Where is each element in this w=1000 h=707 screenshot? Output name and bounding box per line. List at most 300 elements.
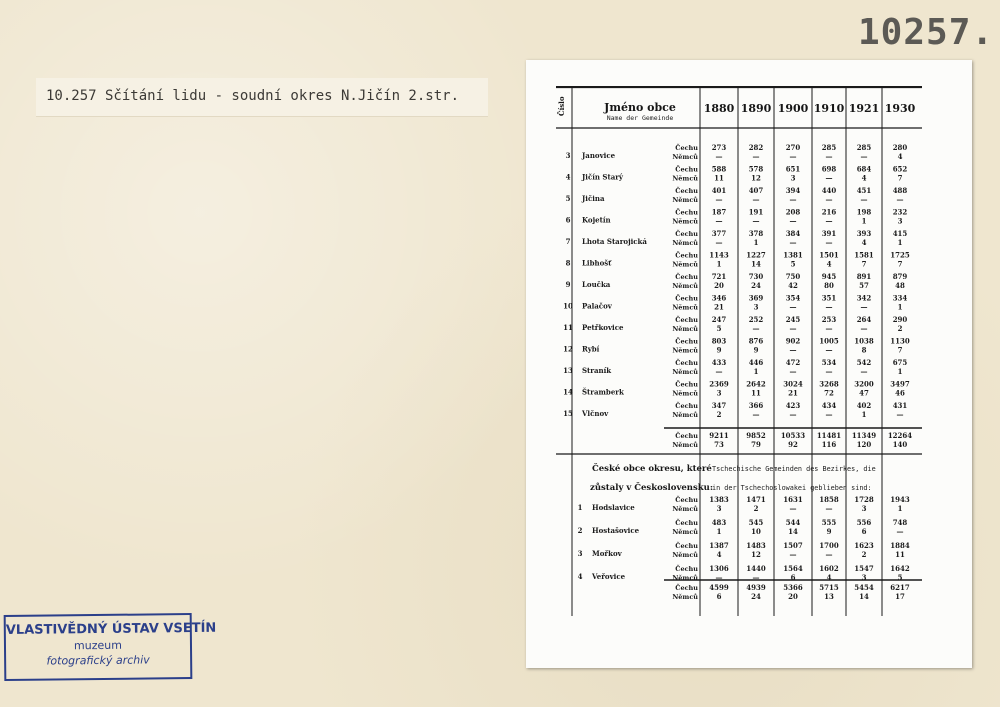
- count-czech: 1130: [890, 336, 910, 346]
- label-czech: Čechu: [675, 144, 698, 152]
- count-german: —: [860, 195, 868, 204]
- count-czech: 434: [821, 401, 837, 410]
- count-german: 1: [897, 367, 903, 376]
- count-czech: 393: [856, 229, 872, 238]
- row-number: 12: [563, 344, 573, 354]
- count-german: 13: [824, 592, 834, 601]
- village-name: Mořkov: [592, 549, 622, 558]
- count-czech: 369: [748, 293, 764, 303]
- count-german: 21: [788, 388, 798, 398]
- count-czech: 1700: [819, 541, 839, 550]
- label-czech: Čechu: [675, 496, 698, 504]
- count-czech: 3497: [890, 379, 910, 389]
- count-czech: 1547: [854, 564, 874, 573]
- village-name: Hodslavice: [592, 503, 635, 512]
- count-german: 11: [714, 173, 724, 183]
- label-german: Němců: [672, 574, 698, 582]
- count-czech: 588: [711, 164, 727, 174]
- count-czech: 472: [785, 358, 801, 367]
- count-german: 2: [753, 504, 759, 513]
- count-german: —: [825, 173, 833, 183]
- count-czech: 391: [821, 229, 837, 238]
- count-german: 4: [826, 573, 832, 582]
- count-german: —: [825, 550, 833, 559]
- year-header: 1880: [703, 102, 735, 115]
- label-german: Němců: [672, 153, 698, 161]
- count-czech: 402: [856, 401, 872, 410]
- count-german: —: [789, 216, 797, 226]
- count-czech: 6217: [890, 583, 910, 592]
- count-german: —: [789, 195, 797, 204]
- count-german: 2: [861, 550, 867, 559]
- count-czech: 1005: [819, 336, 839, 346]
- label-german: Němců: [672, 282, 698, 290]
- count-german: 80: [824, 281, 834, 290]
- count-german: —: [789, 324, 797, 333]
- label-german: Němců: [672, 260, 698, 269]
- count-german: 24: [751, 281, 761, 290]
- label-german: Němců: [672, 505, 698, 513]
- row-number: 10: [563, 301, 573, 311]
- count-german: 2: [716, 410, 722, 419]
- count-czech: 2642: [746, 379, 766, 389]
- count-czech: 721: [711, 272, 727, 281]
- count-german: 14: [859, 592, 869, 601]
- label-german: Němců: [672, 217, 698, 226]
- label-german: Němců: [672, 441, 698, 449]
- village-name: Palačov: [582, 301, 612, 311]
- count-czech: 187: [711, 207, 727, 217]
- label-czech: Čechu: [675, 316, 698, 324]
- count-czech: 264: [856, 315, 872, 324]
- count-german: 1: [861, 410, 867, 419]
- count-czech: 451: [856, 186, 872, 195]
- count-czech: 11481: [816, 431, 842, 440]
- count-german: 5: [897, 573, 903, 582]
- village-name: Štramberk: [582, 387, 624, 397]
- count-german: —: [896, 195, 904, 204]
- village-name: Kojetín: [582, 215, 611, 225]
- count-czech: 346: [711, 293, 727, 303]
- count-german: 92: [788, 440, 798, 449]
- row-number: 3: [565, 151, 571, 160]
- count-czech: 3200: [854, 379, 874, 389]
- count-czech: 354: [785, 293, 801, 303]
- row-number: 15: [563, 409, 573, 418]
- count-german: —: [860, 324, 868, 333]
- label-czech: Čechu: [675, 584, 698, 592]
- museum-stamp: [4, 613, 217, 681]
- count-german: 3: [716, 504, 722, 513]
- count-german: —: [715, 216, 723, 226]
- count-german: 116: [821, 440, 837, 449]
- caption-label: 10.257 Sčítání lidu - soudní okres N.Jičín 2.str.: [46, 88, 460, 104]
- count-czech: 5366: [783, 583, 803, 592]
- count-german: —: [860, 302, 868, 312]
- count-german: 14: [788, 527, 798, 536]
- column-header-name-de: Name der Gemeinde: [606, 114, 674, 122]
- row-number: 14: [563, 387, 573, 397]
- count-czech: 803: [711, 336, 727, 346]
- count-czech: 1631: [783, 495, 803, 504]
- count-czech: 1858: [819, 495, 839, 504]
- label-german: Němců: [672, 593, 698, 601]
- count-czech: 1564: [783, 564, 803, 573]
- count-czech: 282: [748, 143, 764, 152]
- count-czech: 1943: [890, 495, 910, 504]
- count-czech: 578: [748, 164, 764, 174]
- count-german: 5: [716, 324, 722, 333]
- label-german: Němců: [672, 196, 698, 204]
- count-german: 9: [753, 345, 759, 355]
- count-czech: 280: [892, 143, 908, 152]
- row-number: 2: [577, 526, 583, 535]
- count-german: 11: [895, 550, 905, 559]
- label-czech: Čechu: [675, 402, 698, 410]
- count-czech: 2369: [709, 379, 729, 389]
- count-german: 1: [716, 527, 722, 536]
- count-german: 120: [856, 440, 872, 449]
- count-czech: 216: [821, 207, 837, 217]
- count-czech: 273: [711, 143, 727, 152]
- count-czech: 407: [748, 186, 764, 195]
- count-czech: 247: [711, 315, 727, 324]
- count-czech: 891: [856, 272, 872, 281]
- row-number: 4: [565, 172, 571, 182]
- label-czech: Čechu: [675, 187, 698, 195]
- count-czech: 191: [748, 207, 764, 217]
- count-czech: 401: [711, 186, 727, 195]
- row-number: 4: [577, 572, 583, 581]
- column-header-number: Číslo: [557, 96, 566, 116]
- village-name: Lhota Starojická: [582, 237, 647, 246]
- row-number: 11: [563, 323, 573, 332]
- count-czech: 423: [785, 401, 801, 410]
- count-german: —: [825, 302, 833, 312]
- count-czech: 3268: [819, 379, 839, 389]
- count-czech: 652: [892, 164, 908, 174]
- village-name: Hostašovice: [592, 526, 640, 535]
- count-german: —: [789, 550, 797, 559]
- count-czech: 3024: [783, 379, 803, 389]
- count-german: 14: [751, 259, 761, 269]
- census-table: [556, 86, 922, 616]
- count-german: 48: [895, 281, 905, 290]
- count-german: 7: [897, 345, 903, 355]
- row-number: 5: [565, 194, 571, 203]
- count-czech: 1728: [854, 495, 874, 504]
- label-german: Němců: [672, 389, 698, 398]
- count-czech: 433: [711, 358, 727, 367]
- label-german: Němců: [672, 528, 698, 536]
- count-german: 1: [897, 504, 903, 513]
- count-czech: 11349: [851, 431, 877, 440]
- count-czech: 1471: [746, 495, 766, 504]
- row-number: 7: [565, 237, 571, 246]
- count-german: 7: [897, 173, 903, 183]
- count-german: —: [715, 367, 723, 376]
- count-german: 1: [716, 259, 722, 269]
- label-german: Němců: [672, 325, 698, 333]
- label-german: Němců: [672, 174, 698, 183]
- count-czech: 945: [821, 272, 837, 281]
- village-name: Jičín Starý: [582, 172, 623, 182]
- count-german: 10: [751, 527, 761, 536]
- count-german: 79: [751, 440, 761, 449]
- label-czech: Čechu: [675, 380, 698, 389]
- label-czech: Čechu: [675, 208, 698, 217]
- label-german: Němců: [672, 368, 698, 376]
- count-czech: 334: [892, 293, 908, 303]
- village-name: Libhošť: [582, 258, 612, 268]
- count-german: 72: [824, 388, 834, 398]
- count-czech: 10533: [780, 431, 806, 440]
- count-czech: 252: [748, 315, 764, 324]
- count-czech: 9852: [746, 431, 766, 440]
- label-german: Němců: [672, 411, 698, 419]
- count-german: 47: [859, 388, 869, 398]
- count-czech: 748: [892, 518, 908, 527]
- village-name: Vlčnov: [582, 409, 609, 418]
- count-czech: 483: [711, 518, 727, 527]
- count-german: 7: [897, 259, 903, 269]
- count-czech: 5715: [819, 583, 839, 592]
- stamp-archive: fotografický archiv: [46, 653, 150, 668]
- label-czech: Čechu: [675, 542, 698, 550]
- count-czech: 698: [821, 164, 837, 174]
- year-header: 1900: [777, 102, 809, 115]
- count-german: 3: [753, 302, 759, 312]
- count-german: 9: [826, 527, 832, 536]
- count-german: 3: [716, 388, 722, 398]
- count-german: 12: [751, 550, 761, 559]
- village-name: Veřovice: [592, 572, 626, 581]
- count-czech: 232: [892, 207, 908, 217]
- count-czech: 384: [785, 229, 801, 238]
- count-german: 3: [861, 504, 867, 513]
- count-german: —: [715, 195, 723, 204]
- count-german: —: [789, 367, 797, 376]
- count-czech: 1602: [819, 564, 839, 573]
- count-czech: 1623: [854, 541, 874, 550]
- count-german: —: [825, 504, 833, 513]
- label-czech: Čechu: [675, 337, 698, 346]
- count-german: —: [825, 195, 833, 204]
- count-czech: 378: [748, 229, 764, 238]
- count-czech: 1383: [709, 495, 729, 504]
- count-german: 46: [895, 388, 905, 398]
- count-czech: 1440: [746, 564, 766, 573]
- village-name: Janovice: [582, 151, 616, 160]
- count-czech: 446: [748, 358, 764, 367]
- year-header: 1930: [884, 102, 916, 115]
- count-czech: 876: [748, 336, 764, 346]
- count-german: 3: [897, 216, 903, 226]
- count-german: 5: [790, 259, 796, 269]
- label-german: Němců: [672, 239, 698, 247]
- count-czech: 394: [785, 186, 801, 195]
- count-czech: 285: [821, 143, 837, 152]
- section-heading-cz: zůstaly v Československu:: [590, 483, 713, 493]
- row-number: 6: [565, 215, 571, 225]
- count-german: 20: [714, 281, 724, 290]
- count-german: 4: [861, 238, 867, 247]
- count-german: 4: [826, 259, 832, 269]
- count-czech: 253: [821, 315, 837, 324]
- count-german: —: [825, 410, 833, 419]
- count-german: —: [896, 527, 904, 536]
- count-german: 21: [714, 302, 724, 312]
- label-german: Němců: [672, 303, 698, 312]
- section-heading-de: in der Tschechoslowakei geblieben sind:: [712, 484, 872, 492]
- count-german: 1: [897, 238, 903, 247]
- count-czech: 415: [892, 229, 908, 238]
- count-czech: 1038: [854, 336, 874, 346]
- row-number: 13: [563, 366, 573, 375]
- stamp-institution: VLASTIVĚDNÝ ÚSTAV VSETÍN: [5, 620, 217, 638]
- count-german: —: [752, 324, 760, 333]
- count-german: —: [752, 152, 760, 161]
- count-czech: 1725: [890, 250, 910, 260]
- count-german: —: [825, 152, 833, 161]
- count-german: 3: [861, 573, 867, 582]
- count-czech: 879: [892, 272, 908, 281]
- row-number: 3: [577, 549, 583, 558]
- village-name: Rybí: [582, 344, 600, 354]
- count-german: 1: [753, 238, 759, 247]
- count-czech: 544: [785, 518, 801, 527]
- count-czech: 651: [785, 164, 801, 174]
- count-german: —: [896, 410, 904, 419]
- count-czech: 342: [856, 293, 872, 303]
- label-german: Němců: [672, 551, 698, 559]
- count-czech: 366: [748, 401, 764, 410]
- count-czech: 5454: [854, 583, 874, 592]
- count-german: —: [752, 195, 760, 204]
- village-name: Petřkovice: [582, 323, 624, 332]
- count-german: —: [715, 152, 723, 161]
- row-number: 8: [565, 258, 571, 268]
- count-german: 24: [751, 592, 761, 601]
- count-german: 20: [788, 592, 798, 601]
- count-czech: 1143: [709, 250, 729, 260]
- count-german: 9: [716, 345, 722, 355]
- count-german: —: [789, 504, 797, 513]
- count-german: —: [825, 367, 833, 376]
- count-german: —: [825, 238, 833, 247]
- count-czech: 290: [892, 315, 908, 324]
- count-czech: 1381: [783, 250, 803, 260]
- count-czech: 285: [856, 143, 872, 152]
- count-german: —: [789, 238, 797, 247]
- count-german: 4: [716, 550, 722, 559]
- count-german: —: [715, 238, 723, 247]
- count-czech: 12264: [887, 431, 913, 440]
- count-czech: 488: [892, 186, 908, 195]
- count-czech: 1642: [890, 564, 910, 573]
- count-czech: 198: [856, 207, 872, 217]
- count-german: 140: [892, 440, 908, 449]
- count-german: 6: [861, 527, 867, 536]
- count-czech: 750: [785, 272, 801, 281]
- label-czech: Čechu: [675, 251, 698, 260]
- count-german: —: [715, 573, 723, 582]
- count-czech: 9211: [709, 431, 729, 440]
- village-name: Jičina: [582, 194, 605, 203]
- count-german: 8: [861, 345, 867, 355]
- count-czech: 675: [892, 358, 908, 367]
- count-czech: 902: [785, 336, 801, 346]
- count-czech: 730: [748, 272, 764, 281]
- count-german: —: [789, 410, 797, 419]
- label-czech: Čechu: [675, 230, 698, 238]
- count-czech: 1306: [709, 564, 729, 573]
- label-czech: Čechu: [675, 565, 698, 573]
- count-czech: 4939: [746, 583, 766, 592]
- year-header: 1921: [848, 102, 880, 115]
- village-name: Loučka: [582, 280, 611, 289]
- count-german: —: [825, 345, 833, 355]
- column-header-name: Jméno obce: [604, 101, 676, 114]
- year-header: 1890: [740, 102, 772, 115]
- count-german: 73: [714, 440, 724, 449]
- count-czech: 208: [785, 207, 801, 217]
- row-number: 1: [577, 503, 583, 512]
- count-czech: 556: [856, 518, 872, 527]
- count-german: —: [860, 367, 868, 376]
- count-german: —: [825, 216, 833, 226]
- count-czech: 245: [785, 315, 801, 324]
- label-czech: Čechu: [675, 273, 698, 281]
- count-german: 1: [861, 216, 867, 226]
- count-czech: 431: [892, 401, 908, 410]
- label-czech: Čechu: [675, 359, 698, 367]
- count-german: 1: [753, 367, 759, 376]
- count-czech: 270: [785, 143, 801, 152]
- count-german: 42: [788, 281, 798, 290]
- count-german: 4: [861, 173, 867, 183]
- count-german: —: [789, 152, 797, 161]
- count-german: 1: [897, 302, 903, 312]
- count-german: 17: [895, 592, 905, 601]
- year-header: 1910: [813, 102, 845, 115]
- village-name: Straník: [582, 366, 612, 375]
- count-czech: 534: [821, 358, 837, 367]
- count-czech: 351: [821, 293, 837, 303]
- count-czech: 545: [748, 518, 764, 527]
- count-czech: 1507: [783, 541, 803, 550]
- label-czech: Čechu: [675, 432, 698, 440]
- count-czech: 542: [856, 358, 872, 367]
- count-german: 12: [751, 173, 761, 183]
- stamp-museum: muzeum: [73, 638, 123, 653]
- census-table-photo: [556, 86, 922, 616]
- count-czech: 555: [821, 518, 837, 527]
- count-german: 57: [859, 281, 869, 290]
- count-german: 7: [861, 259, 867, 269]
- count-german: 6: [790, 573, 796, 582]
- count-german: —: [789, 302, 797, 312]
- count-czech: 1581: [854, 250, 874, 260]
- count-german: 6: [716, 592, 722, 601]
- count-czech: 1227: [746, 250, 766, 260]
- count-german: 3: [790, 173, 796, 183]
- section-heading-cz: České obce okresu, které: [592, 464, 712, 474]
- count-czech: 347: [711, 401, 727, 410]
- count-german: —: [825, 324, 833, 333]
- count-czech: 1501: [819, 250, 839, 260]
- count-german: —: [752, 410, 760, 419]
